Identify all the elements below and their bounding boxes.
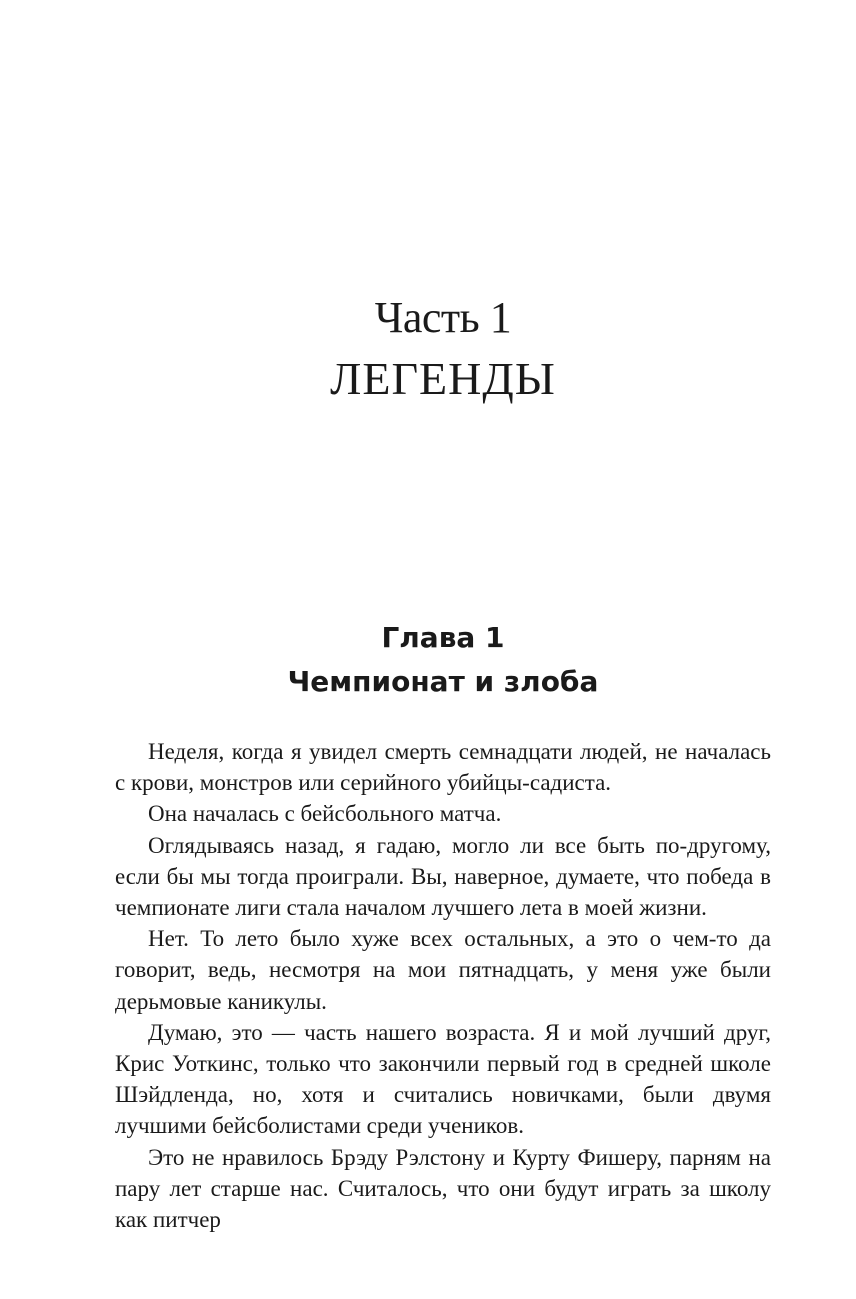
part-title: ЛЕГЕНДЫ bbox=[330, 353, 556, 404]
paragraph: Она началась с бейсбольного матча. bbox=[148, 801, 502, 827]
chapter-number: Глава 1 bbox=[381, 621, 505, 654]
chapter-body bbox=[115, 736, 771, 1235]
part-heading bbox=[0, 288, 856, 410]
paragraph: Думаю, это — часть нашего возраста. Я и мой лучший друг, Крис Уоткинс, только что закончили первый год в средней школе Шэйдленда, но, хотя и считались новичками, были двумя лучшими бейсболистами среди учеников. bbox=[115, 1019, 771, 1139]
chapter-title: Чемпионат и злоба bbox=[287, 665, 599, 698]
paragraph: Это не нравилось Брэду Рэлстону и Курту Фишеру, парням на пару лет старше нас. Считалось, что они будут играть за школу как питчер bbox=[115, 1144, 771, 1233]
paragraph: Нет. То лето было хуже всех остальных, а это о чем-то да говорит, ведь, несмотря на мои пятнадцать, у меня уже были дерьмовые каникулы. bbox=[115, 926, 771, 1014]
chapter-heading bbox=[0, 616, 856, 704]
part-number: Часть 1 bbox=[374, 293, 512, 342]
paragraph: Неделя, когда я увидел смерть семнадцати людей, не началась с крови, монстров или серийного убийцы-садиста. bbox=[115, 739, 771, 796]
paragraph: Оглядываясь назад, я гадаю, могло ли все быть по-другому, если бы мы тогда проиграли. Вы, наверное, думаете, что победа в чемпионате лиги стала началом лучшего лета в моей жизни. bbox=[115, 832, 771, 921]
